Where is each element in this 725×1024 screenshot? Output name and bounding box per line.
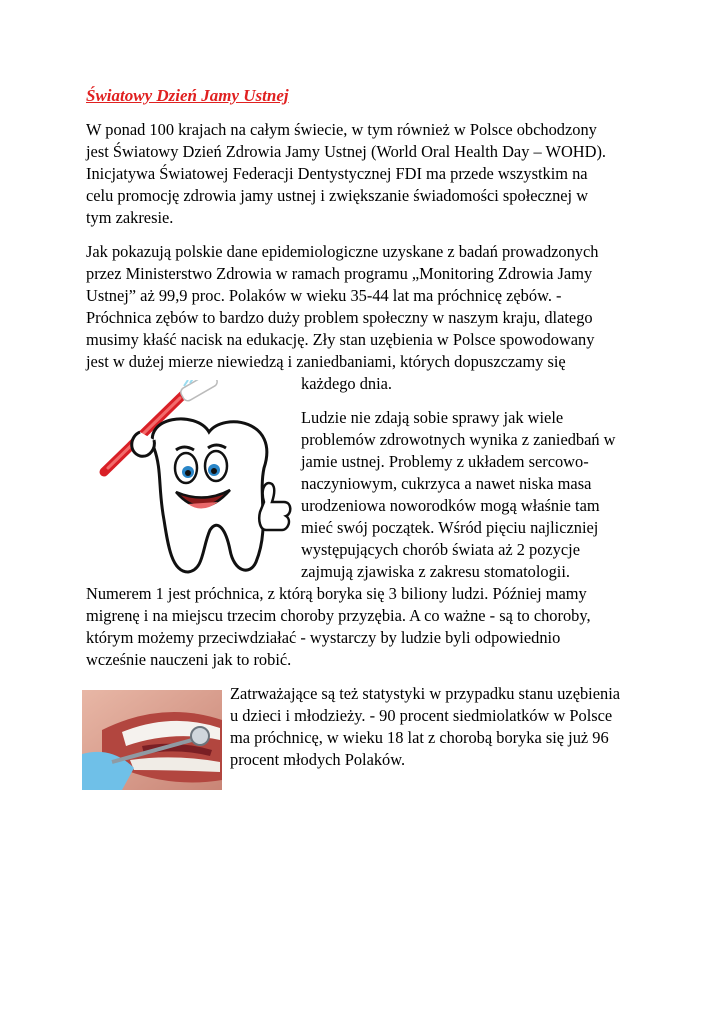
cartoon-tooth-illustration xyxy=(84,380,298,582)
dental-mirror-photo xyxy=(82,690,222,790)
paragraph-2-line: Jak pokazują polskie dane epidemiologiczne uzyskane z badań prowadzonych xyxy=(86,242,599,261)
paragraph-3-line: jamie ustnej. Problemy z układem sercowo- xyxy=(301,452,589,471)
paragraph-2-line: każdego dnia. xyxy=(301,374,393,393)
paragraph-3-line: problemów zdrowotnych wynika z zaniedbań w xyxy=(301,430,616,449)
paragraph-3-line: Ludzie nie zdają sobie sprawy jak wiele xyxy=(301,408,564,427)
paragraph-3-line: występujących chorób świata aż 2 pozycje xyxy=(301,540,580,559)
paragraph-2-line: jest w dużej mierze niewiedzą i zaniedbaniami, których dopuszczamy się xyxy=(86,352,566,371)
paragraph-3-line: urodzeniowa noworodków mogą właśnie tam xyxy=(301,496,600,515)
tooth-body-icon xyxy=(152,419,267,572)
paragraph-1-line: Inicjatywa Światowej Federacji Dentystycznej FDI ma przede wszystkim na xyxy=(86,164,588,183)
paragraph-3-line: zajmują zjawiska z zakresu stomatologii. xyxy=(301,562,570,581)
paragraph-2-line: Ustnej” aż 99,9 proc. Polaków w wieku 35-44 lat ma próchnicę zębów. - xyxy=(86,286,562,305)
paragraph-3-line: wcześnie nauczeni jak to robić. xyxy=(86,650,292,669)
paragraph-1-line: jest Światowy Dzień Zdrowia Jamy Ustnej (World Oral Health Day – WOHD). xyxy=(86,142,607,161)
paragraph-3-line: naczyniowym, cukrzyca a nawet niska masa xyxy=(301,474,592,493)
paragraph-3-line: Numerem 1 jest próchnica, z którą boryka się 3 biliony ludzi. Później mamy xyxy=(86,584,587,603)
paragraph-3-line: migrenę i na miejscu trzecim choroby przyzębia. A co ważne - są to choroby, xyxy=(86,606,591,625)
thumbs-up-icon xyxy=(259,483,290,530)
paragraph-3-line: mieć swój początek. Wśród pięciu najliczniej xyxy=(301,518,599,537)
paragraph-3-line: którym możemy przeciwdziałać - wystarczy by ludzie byli odpowiednio xyxy=(86,628,561,647)
paragraph-1-line: tym zakresie. xyxy=(86,208,174,227)
paragraph-4-line: ma próchnicę, w wieku 18 lat z chorobą boryka się już 96 xyxy=(230,728,609,747)
page-title: Światowy Dzień Jamy Ustnej xyxy=(86,86,289,105)
paragraph-2-line: musimy kłaść nacisk na edukację. Zły stan uzębienia w Polsce spowodowany xyxy=(86,330,595,349)
paragraph-4-line: procent młodych Polaków. xyxy=(230,750,406,769)
paragraph-2-line: przez Ministerstwo Zdrowia w ramach programu „Monitoring Zdrowia Jamy xyxy=(86,264,593,283)
paragraph-2-line: Próchnica zębów to bardzo duży problem społeczny w naszym kraju, dlatego xyxy=(86,308,593,327)
paragraph-4-line: u dzieci i młodzieży. - 90 procent siedmiolatków w Polsce xyxy=(230,706,613,725)
paragraph-1-line: W ponad 100 krajach na całym świecie, w tym również w Polsce obchodzony xyxy=(86,120,597,139)
paragraph-4-line: Zatrważające są też statystyki w przypadku stanu uzębienia xyxy=(230,684,621,703)
paragraph-1-line: celu promocję zdrowia jamy ustnej i zwiększanie świadomości społecznej w xyxy=(86,186,589,205)
